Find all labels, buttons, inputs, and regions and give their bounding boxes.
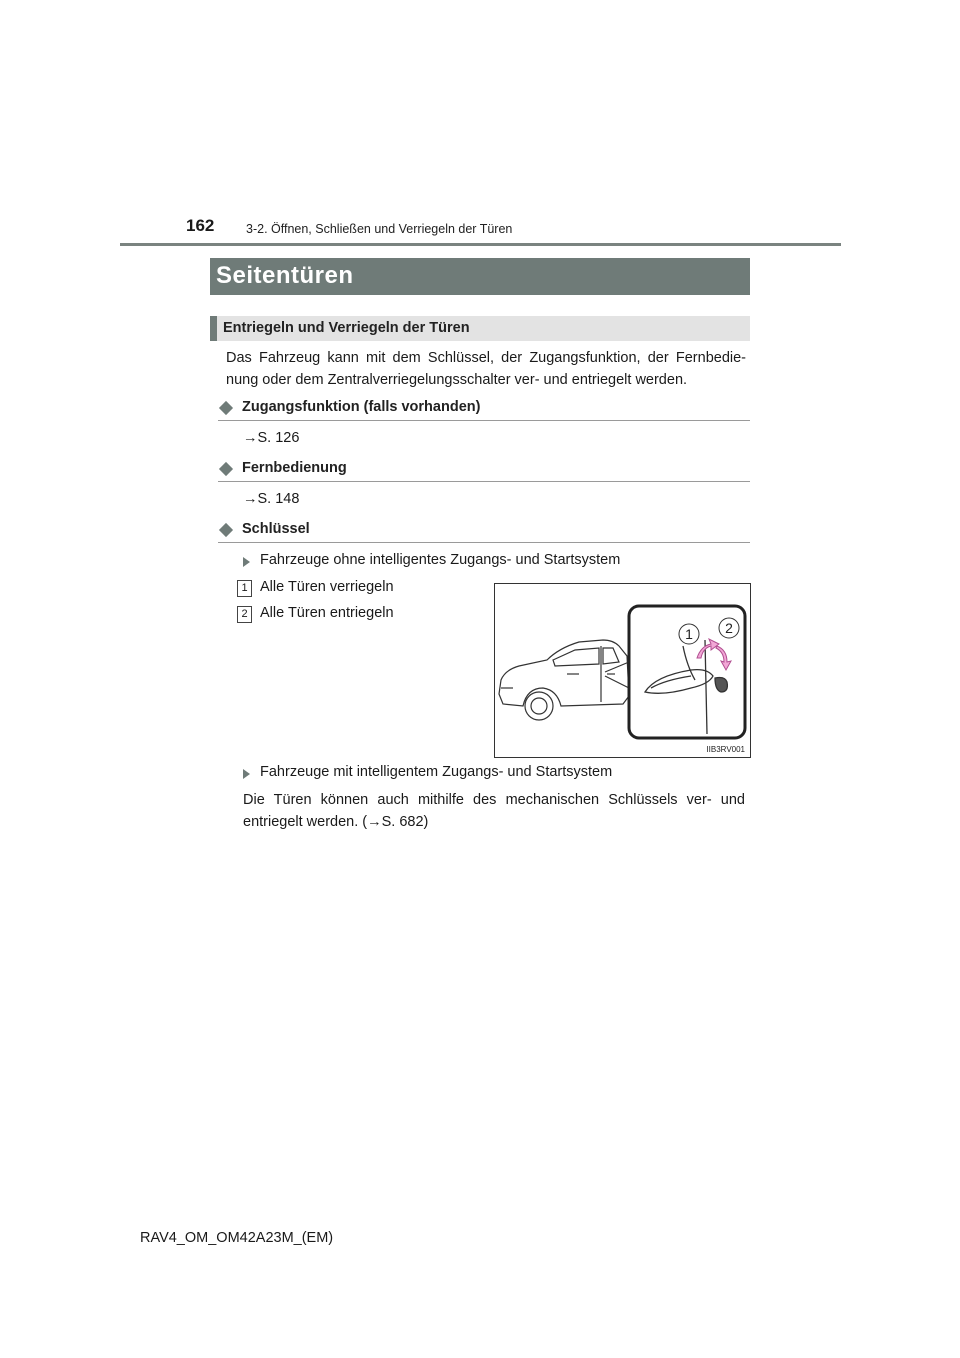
triangle-bullet-icon: [243, 557, 250, 567]
item-heading-text: Fernbedienung: [242, 460, 347, 476]
car-outline: [499, 640, 629, 720]
diamond-icon: [219, 462, 233, 476]
section-heading-accent: [210, 316, 217, 341]
item-heading-text: Zugangsfunktion (falls vorhanden): [242, 399, 481, 415]
intro-paragraph: [226, 347, 746, 391]
variant-with-smart-key: [243, 764, 612, 780]
mechanical-key-note: [243, 789, 745, 833]
page-reference[interactable]: [243, 491, 299, 507]
triangle-bullet-icon: [243, 769, 250, 779]
page-reference[interactable]: [243, 430, 299, 446]
item-heading-remote: [218, 460, 750, 482]
note-line-1: Die Türen können auch mithilfe des mechanischen Schlüssels ver- und: [243, 792, 745, 808]
figure-label-2-text: 2: [725, 620, 733, 636]
note-line-2: [243, 811, 745, 833]
variant-text: Fahrzeuge mit intelligentem Zugangs- und Startsystem: [260, 764, 613, 780]
step-2: [237, 605, 394, 621]
door-lock-figure: [494, 583, 751, 758]
reference-text: S. 148: [257, 491, 300, 507]
page-title: Seitentüren: [216, 262, 354, 289]
arrow-icon: →: [367, 814, 382, 830]
item-heading-text: Schlüssel: [242, 521, 310, 537]
section-heading: Entriegeln und Verriegeln der Türen: [223, 320, 470, 336]
car-door-illustration: [495, 584, 750, 757]
step-number: 1: [237, 580, 252, 597]
diamond-icon: [219, 401, 233, 415]
figure-code: IIB3RV001: [706, 745, 745, 754]
diamond-icon: [219, 523, 233, 537]
step-text: Alle Türen verriegeln: [260, 579, 394, 595]
note-page-reference[interactable]: S. 682: [381, 814, 424, 830]
page-number: 162: [186, 216, 215, 235]
variant-text: Fahrzeuge ohne intelligentes Zugangs- und Startsystem: [260, 552, 621, 568]
step-number: 2: [237, 606, 252, 623]
variant-without-smart-key: [243, 552, 620, 568]
arrow-icon: →: [243, 430, 258, 446]
note-text-end: ): [423, 814, 429, 830]
intro-line-2: nung oder dem Zentralverriegelungsschalter ver- und entriegelt werden.: [226, 372, 688, 388]
reference-text: S. 126: [257, 430, 300, 446]
footer-doc-code: RAV4_OM_OM42A23M_(EM): [140, 1230, 334, 1246]
chapter-title: 3-2. Öffnen, Schließen und Verriegeln der Türen: [246, 222, 513, 236]
step-1: [237, 579, 394, 595]
note-text: entriegelt werden. (: [243, 814, 368, 830]
header-rule: [120, 243, 841, 246]
arrow-icon: →: [243, 491, 258, 507]
step-text: Alle Türen entriegeln: [260, 605, 394, 621]
figure-label-1-text: 1: [685, 626, 693, 642]
item-heading-access: [218, 399, 750, 421]
intro-line-1: Das Fahrzeug kann mit dem Schlüssel, der Zugangsfunktion, der Fernbedie-: [226, 350, 746, 366]
item-heading-key: [218, 521, 750, 543]
